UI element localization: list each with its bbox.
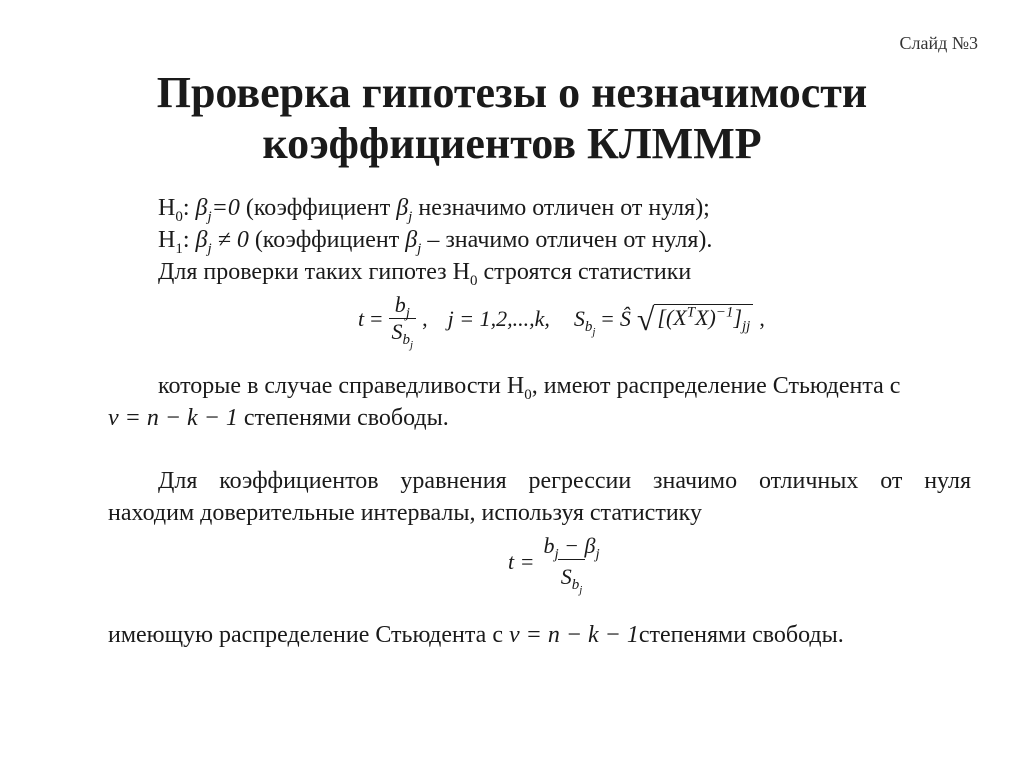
slide-title-line-1: Проверка гипотезы о незначимости (156, 68, 868, 117)
confidence-interval-text-2: находим доверительные интервалы, используя статистику (108, 500, 702, 526)
final-student-text: имеющую распределение Стьюдента с ν = n − k − 1степенями свободы. (108, 622, 844, 648)
student-distribution-text: которые в случае справедливости $H_0$, имеют распределение Стьюдента с (158, 373, 901, 403)
t-statistic-formula: t = $\frac{b_j}{S_{b_j}}$ , j = 1,2,...,k, $S_{b_j}$ = Ŝ √ $[(X^TX)^{-1}]_{jj}$ , (358, 292, 765, 352)
slide-number: Слайд №3 (899, 33, 978, 53)
confidence-interval-text-1: Для коэффициентов уравнения регрессии значимо отличных от нуля (158, 468, 971, 494)
hypothesis-h1: $H_1$: $\beta_j \ne 0$ (коэффициент $\beta_j$ – значимо отличен от нуля). (158, 227, 713, 257)
ci-statistic-formula: t = $\frac{b_j - \beta_j}{S_{b_j}}$ (508, 533, 600, 597)
degrees-of-freedom-text: ν = n − k − 1 степенями свободы. (108, 405, 449, 431)
hypothesis-h0: $H_0$: $\beta_j=0$ (коэффициент $\beta_j$ незначимо отличен от нуля); (158, 195, 710, 225)
statistics-intro: Для проверки таких гипотез $H_0$ строятся статистики (158, 259, 692, 289)
slide-title-line-2: коэффициентов КЛММР (262, 119, 762, 168)
